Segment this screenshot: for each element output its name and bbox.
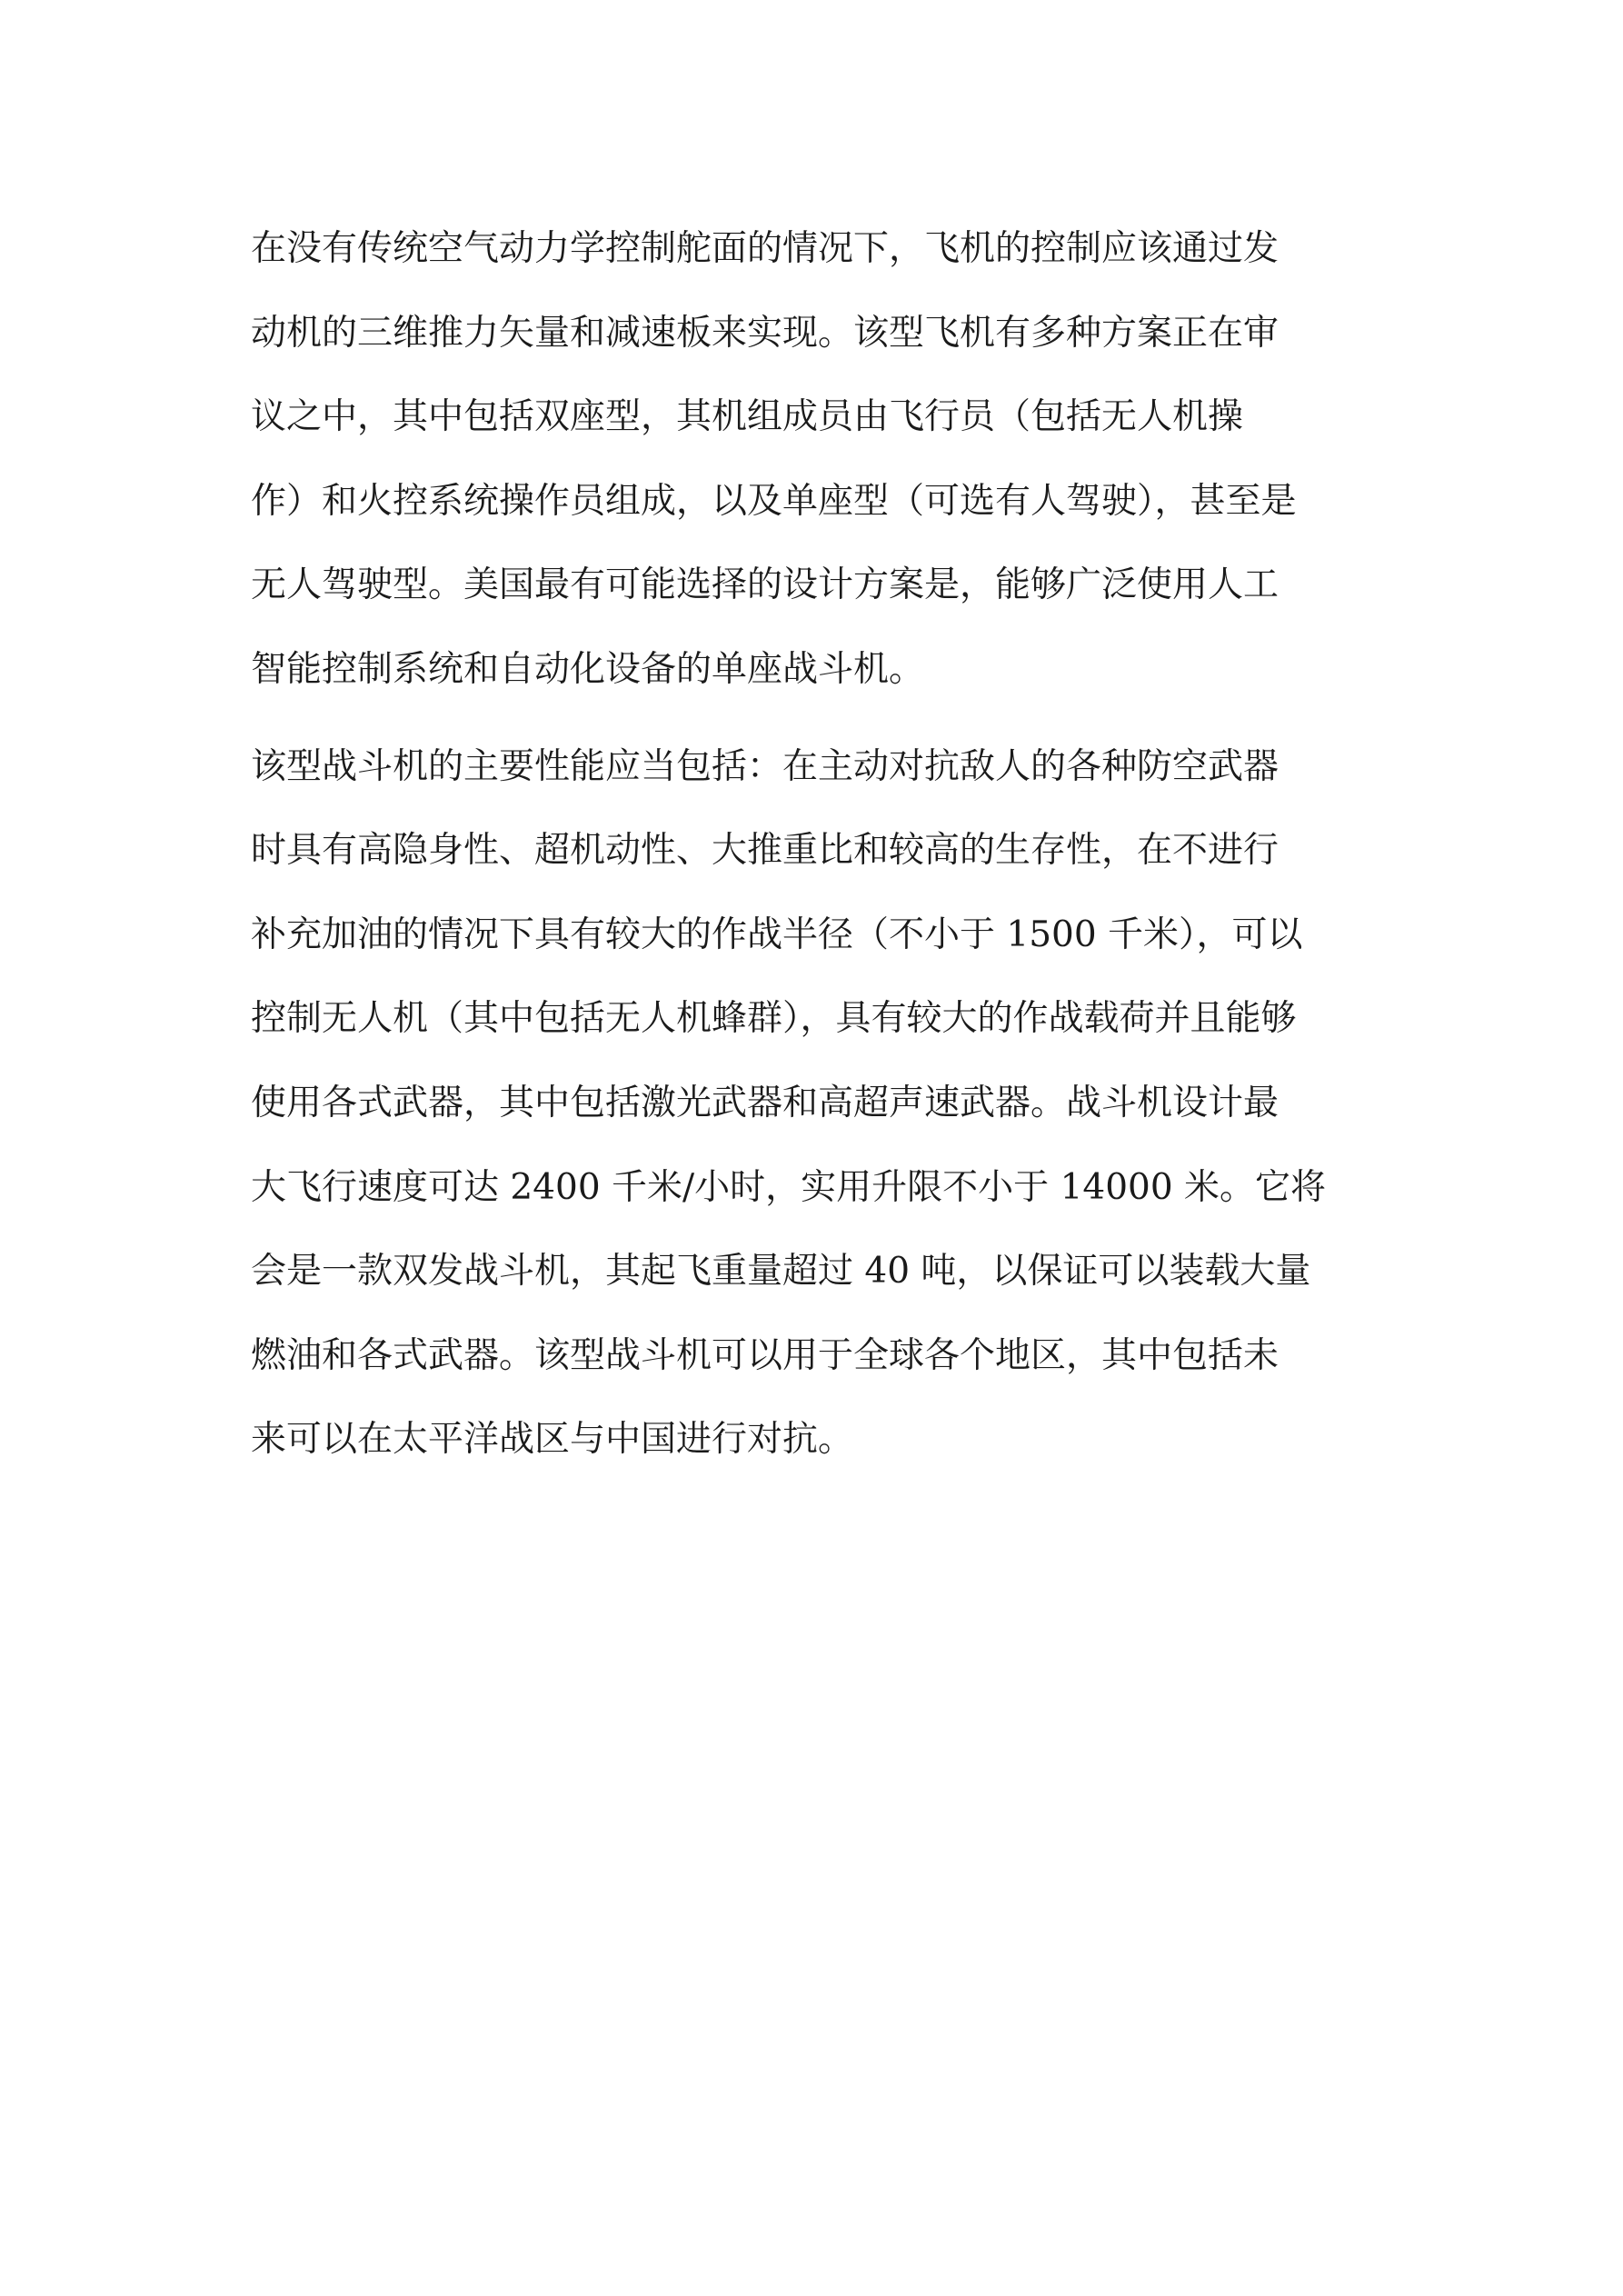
document-body	[251, 207, 1396, 1482]
text-line: 时具有高隐身性、超机动性、大推重比和较高的生存性，在不进行	[251, 830, 1279, 872]
text-line: 在没有传统空气动力学控制舵面的情况下，飞机的控制应该通过发	[251, 228, 1279, 269]
text-line: 议之中，其中包括双座型，其机组成员由飞行员（包括无人机操	[251, 396, 1244, 438]
paragraph-control-and-variants	[251, 207, 1396, 713]
text-line: 燃油和各式武器。该型战斗机可以用于全球各个地区，其中包括未	[251, 1334, 1279, 1376]
text-line: 作）和火控系统操作员组成，以及单座型（可选有人驾驶），甚至是	[251, 480, 1297, 522]
text-line: 使用各式武器，其中包括激光武器和高超声速武器。战斗机设计最	[251, 1082, 1279, 1123]
text-line: 大飞行速度可达 2400 千米/小时，实用升限不小于 14000 米。它将	[251, 1166, 1327, 1208]
text-line: 来可以在太平洋战区与中国进行对抗。	[251, 1419, 854, 1461]
text-line: 动机的三维推力矢量和减速板来实现。该型飞机有多种方案正在审	[251, 312, 1279, 354]
text-line: 会是一款双发战斗机，其起飞重量超过 40 吨，以保证可以装载大量	[251, 1251, 1311, 1293]
text-line: 智能控制系统和自动化设备的单座战斗机。	[251, 648, 925, 690]
text-line: 控制无人机（其中包括无人机蜂群），具有较大的作战载荷并且能够	[251, 998, 1297, 1040]
text-line: 补充加油的情况下具有较大的作战半径（不小于 1500 千米），可以	[251, 913, 1303, 955]
text-line: 无人驾驶型。美国最有可能选择的设计方案是，能够广泛使用人工	[251, 564, 1279, 606]
text-line: 该型战斗机的主要性能应当包括：在主动对抗敌人的各种防空武器	[251, 745, 1279, 787]
paragraph-performance	[251, 725, 1396, 1482]
